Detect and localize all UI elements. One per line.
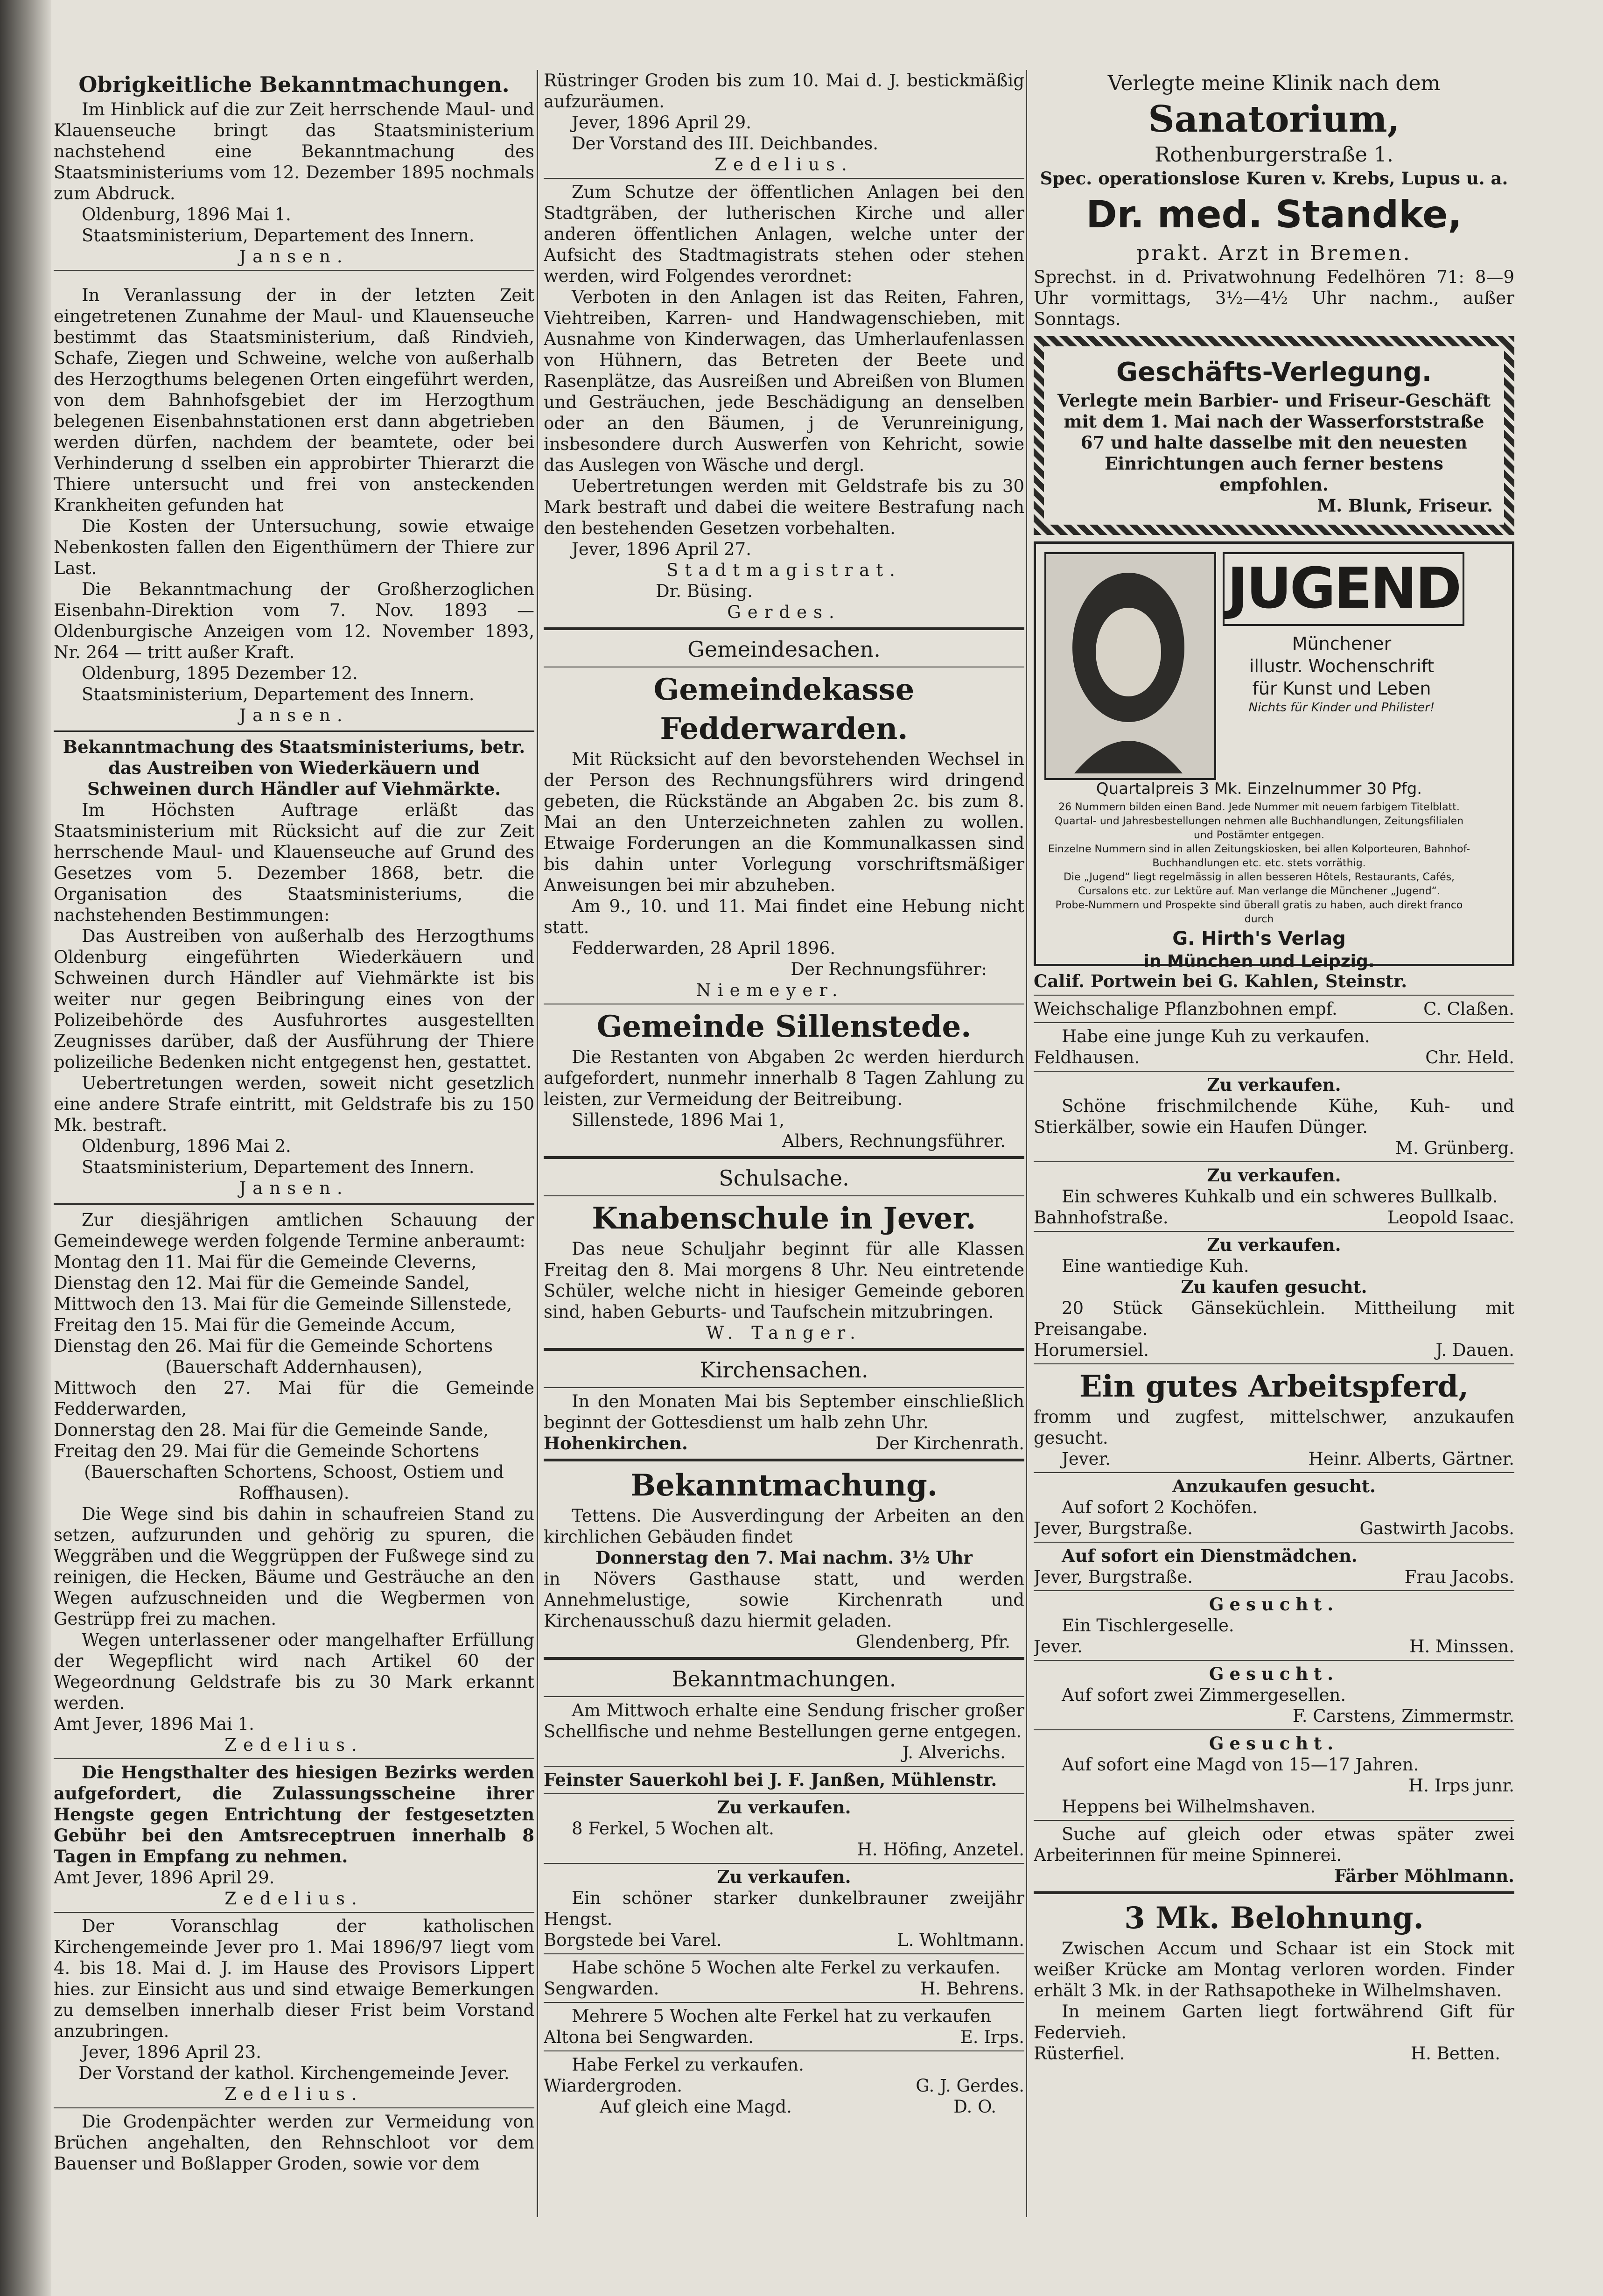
ad-heading: Zu verkaufen. [717,1797,851,1818]
notice-signature: Jansen. [239,246,349,267]
ad-footer [1034,1448,1514,1469]
notice-signature: Zedelius. [224,1735,364,1755]
ad-text: Habe schöne 5 Wochen alte Ferkel zu verkaufen. [572,1958,1001,1978]
info-line: Quartal- und Jahresbestellungen nehmen alle Buchhandlungen, Zeitungsfilialen und Postämter entgegen. [1054,815,1464,841]
notice-authority: Staatsministerium, Departement des Innern. [82,225,475,246]
ad-text: Auf sofort ein Dienstmädchen. [1062,1545,1358,1566]
notice-text: Tettens. Die Ausverdingung der Arbeiten an den kirchlichen Gebäuden findet [544,1506,1024,1547]
divider [54,2107,534,2108]
notice-text: Verboten in den Anlagen ist das Reiten, Fahren, Viehtreiben, Karren- und Handwagenschieben, mit Ausnahme von Kinderwagen, das Umherlaufenlassen von Hühnern, das Betreten der Beete und Rasenplätze, das Ausreißen und Abreißen von Blumen und Gesträuchen, jede Beschädigung an denselben oder an den Bäumen, j de Verunreinigung, insbesondere durch Auswerfen von Kehricht, sowie das Auslegen von Wäsche und dergl. [544,287,1024,475]
notice-date: Amt Jever, 1896 Mai 1. [54,1714,254,1734]
divider [544,1156,1024,1159]
ad-text: Habe eine junge Kuh zu verkaufen. [1062,1026,1370,1046]
ad-signature: C. Claßen. [1423,999,1514,1019]
column-2 [544,70,1024,2273]
ad-title: Sanatorium, [1148,98,1400,140]
info-line: Probe-Nummern und Prospekte sind überall gratis zu haben, auch direkt franco durch [1055,899,1463,925]
column-divider [537,70,538,2217]
notice-date: Jever, 1896 April 29. [572,112,751,133]
ad-heading: Gesucht. [1209,1733,1339,1754]
schedule-line: Mittwoch den 13. Mai für die Gemeinde Sillenstede, [54,1294,512,1314]
divider [1034,1660,1514,1661]
ad-text: Auf sofort eine Magd von 15—17 Jahren. [1062,1755,1419,1775]
ad-line [1034,998,1514,1019]
ad-signature: Färber Möhlmann. [1334,1866,1514,1886]
divider [544,1696,1024,1697]
notice-text: Rüstringer Groden bis zum 10. Mai d. J. bestickmäßig aufzuräumen. [544,70,1024,112]
notice-title: Gemeindekasse Fedderwarden. [653,672,915,746]
notice-date: Oldenburg, 1895 Dezember 12. [82,663,358,683]
ad-place: Rüsterfiel. [1034,2043,1125,2064]
ad-place: Wiardergroden. [544,2076,683,2096]
schedule-line: Donnerstag den 28. Mai für die Gemeinde Sande, [54,1420,489,1440]
notice-text: Die Bekanntmachung der Großherzoglichen Eisenbahn-Direktion vom 7. Nov. 1893 — Oldenburgische Anzeigen vom 12. November 1893, Nr. 264 — tritt außer Kraft. [54,579,534,662]
subtitle-line: für Kunst und Leben [1252,678,1431,699]
ad-text: Mehrere 5 Wochen alte Ferkel hat zu verkaufen [572,2006,992,2026]
notice-date: Fedderwarden, 28 April 1896. [572,938,836,958]
divider [1034,1891,1514,1894]
schedule-line: Freitag den 29. Mai für die Gemeinde Schortens [54,1441,479,1461]
divider [1034,1363,1514,1364]
divider [544,1863,1024,1864]
ad-signature: Leopold Isaac. [1387,1208,1514,1228]
ad-footer [544,2075,1024,2096]
ad-heading: Zu kaufen gesucht. [1181,1277,1367,1297]
ad-text: Auf sofort 2 Kochöfen. [1062,1497,1258,1517]
notice-date: Jever, 1896 April 23. [82,2042,261,2062]
divider [544,1793,1024,1794]
ad-title: Geschäfts-Verlegung. [1116,357,1432,387]
divider [54,270,534,271]
divider [1034,1231,1514,1232]
price-line: Quartalpreis 3 Mk. Einzelnummer 30 Pfg. [1096,779,1422,798]
notice-signature: Albers, Rechnungsführer. [782,1131,1006,1151]
ornamental-border-ad [1034,336,1514,535]
magazine-title: JUGEND [1223,552,1464,626]
notice-signature: Gerdes. [727,602,841,622]
column-3 [1034,70,1514,2273]
ad-signature: Frau Jacobs. [1404,1567,1514,1587]
notice-text: Im Höchsten Auftrage erläßt das Staatsministerium mit Rücksicht auf die zur Zeit herrschende Maul- und Klauenseuche auf Grund des Gesetzes vom 5. Dezember 1868, betr. die Organisation des Staatsministeriums, die nachstehenden Bestimmungen: [54,800,534,925]
notice-text: Die Kosten der Untersuchung, sowie etwaige Nebenkosten fallen den Eigenthümern der Thiere zur Last. [54,516,534,578]
schedule-line: Dienstag den 12. Mai für die Gemeinde Sandel, [54,1273,470,1293]
ad-text: 8 Ferkel, 5 Wochen alt. [572,1819,774,1839]
divider [544,1348,1024,1351]
notice-text: Die Restanten von Abgaben 2c werden hierdurch aufgefordert, nunmehr innerhalb 8 Tagen Zahlung zu leisten, zur Vermeidung der Beitreibung. [544,1047,1024,1109]
ad-text: Auf gleich eine Magd. [600,2097,792,2117]
divider [1034,1071,1514,1072]
notice-signature: Zedelius. [224,1889,364,1909]
notice-text: Uebertretungen werden mit Geldstrafe bis zu 30 Mark bestraft und dabei die weitere Bestrafung nach den bestehenden Gesetzen vorbehalten. [544,476,1024,538]
ad-signature: D. O. [953,2097,996,2117]
woman-portrait-icon [1046,554,1211,774]
ad-signature: J. Dauen. [1435,1340,1514,1360]
ad-footer [1034,1566,1514,1587]
ad-text: Habe Ferkel zu verkaufen. [572,2055,804,2075]
ad-signature: M. Blunk, Friseur. [1317,495,1493,516]
ad-text: Ein schöner starker dunkelbrauner zweijähr Hengst. [544,1888,1024,1929]
ad-subtitle: Spec. operationslose Kuren v. Krebs, Lupus u. a. [1040,168,1508,189]
ad-text: 20 Stück Gänseküchlein. Mittheilung mit Preisangabe. [1034,1298,1514,1339]
ad-place: Feldhausen. [1034,1047,1140,1067]
ad-intro: Verlegte meine Klinik nach dem [1107,71,1441,95]
divider [544,627,1024,630]
notice-text: Im Hinblick auf die zur Zeit herrschende Maul- und Klauenseuche bringt das Staatsministerium nachstehend eine Bekanntmachung des Staatsministeriums vom 12. Dezember 1895 nochmals zum Abdruck. [54,99,534,204]
notice-highlight: Donnerstag den 7. Mai nachm. 3½ Uhr [595,1547,973,1568]
divider [54,1758,534,1759]
ad-place: Sengwarden. [544,1979,659,1999]
divider [544,2050,1024,2051]
notice-authority: Staatsministerium, Departement des Innern. [82,684,475,704]
ad-footer [1034,2043,1514,2064]
notice-signature: Zedelius. [224,2084,364,2104]
section-heading: Bekanntmachungen. [672,1666,896,1692]
notice-authority: Stadtmagistrat. [666,560,902,580]
ad-signature: H. Minssen. [1409,1636,1514,1657]
portrait-illustration [1044,552,1216,780]
schedule-line: Mittwoch den 27. Mai für die Gemeinde Fedderwarden, [54,1378,534,1419]
ad-place: Borgstede bei Varel. [544,1930,722,1950]
notice-text: Der Voranschlag der katholischen Kirchengemeinde Jever pro 1. Mai 1896/97 liegt vom 4. bis 18. Mai d. J. im Hause des Provisors Lippert hies. zur Einsicht aus und sind etwaige Bemerkungen zu demselben innerhalb dieser Frist beim Vorstand anzubringen. [54,1916,534,2041]
ad-text: Weichschalige Pflanzbohnen empf. [1034,999,1337,1019]
schedule-line: (Bauerschaften Schortens, Schoost, Ostiem und Roffhausen). [84,1462,504,1503]
notice-text: Das neue Schuljahr beginnt für alle Klassen Freitag den 8. Mai morgens 8 Uhr. Neu eintretende Schüler, welche nicht in hiesiger Gemeinde geboren sind, haben Geburts- und Taufschein mitzubringen. [544,1239,1024,1322]
section-heading: Schulsache. [719,1166,849,1191]
notice-date: Sillenstede, 1896 Mai 1, [572,1110,785,1130]
ad-place: Jever. [1034,1636,1083,1657]
ad-text: Verlegte mein Barbier- und Friseur-Geschäft mit dem 1. Mai nach der Wasserforststraße 67 und halte dasselbe mit den neuesten Einrichtungen auch ferner bestens empfohlen. [1057,390,1491,495]
schedule-line: Freitag den 15. Mai für die Gemeinde Accum, [54,1315,456,1335]
ad-heading: Gesucht. [1209,1594,1339,1615]
ad-place: Jever. [1062,1449,1111,1469]
ad-signature: H. Betten. [1410,2043,1500,2064]
divider [544,1459,1024,1461]
ad-text: Zwischen Accum und Schaar ist ein Stock mit weißer Krücke am Montag verloren worden. Finder erhält 3 Mk. in der Rathsapotheke in Wilhelmshaven. [1034,1938,1514,2001]
ad-footer [1034,1047,1514,1068]
jugend-advertisement [1034,541,1514,971]
ad-signature: E. Irps. [960,2027,1024,2047]
divider [54,1203,534,1205]
info-line: Einzelne Nummern sind in allen Zeitungskiosken, bei allen Kolporteuren, Bahnhof-Buchhandlungen etc. etc. stets vorräthig. [1048,843,1470,869]
notice-signature: Glendenberg, Pfr. [856,1632,1010,1652]
ad-text: Calif. Portwein bei G. Kahlen, Steinstr. [1034,971,1407,991]
notice-authority: Staatsministerium, Departement des Innern. [82,1157,475,1177]
info-line: Die „Jugend“ liegt regelmässig in allen besseren Hôtels, Restaurants, Cafés, Cursalons etc. zur Lektüre auf. Man verlange die Münchener „Jugend“. [1063,871,1455,897]
divider [1034,1542,1514,1543]
notice-text: Zum Schutze der öffentlichen Anlagen bei den Stadtgräben, der lutherischen Kirche und aller anderen öffentlichen Anlagen, welche unter der Aufsicht des Stadtmagistrats stehen oder stehen werden, wird Folgendes verordnet: [544,182,1024,286]
ad-heading: Gesucht. [1209,1664,1339,1684]
ad-text: Sprechst. in d. Privatwohnung Fedelhören 71: 8—9 Uhr vormittags, 3½—4½ Uhr nachm., außer Sonntags. [1034,267,1514,329]
notice-text: Uebertretungen werden, soweit nicht gesetzlich eine andere Strafe eintritt, mit Geldstrafe bis zu 150 Mk. bestraft. [54,1073,534,1135]
publisher-city: in München und Leipzig. [1143,952,1375,971]
divider [1034,1590,1514,1591]
magazine-subtitle [1223,632,1461,716]
notice-place: Hohenkirchen. [544,1433,688,1453]
ad-signature: G. J. Gerdes. [916,2076,1024,2096]
ad-text: fromm und zugfest, mittelschwer, anzukaufen gesucht. [1034,1407,1514,1448]
ad-signature: L. Wohltmann. [897,1930,1024,1950]
divider [54,730,534,732]
ad-footer [544,2096,1024,2117]
ad-signature: Heinr. Alberts, Gärtner. [1308,1449,1514,1469]
jugend-body [1044,777,1474,972]
schedule-line: (Bauerschaft Addernhausen), [165,1357,423,1377]
divider [544,1387,1024,1388]
notice-date: Jever, 1896 April 27. [572,539,751,559]
notice-text: Die Grodenpächter werden zur Vermeidung von Brüchen angehalten, den Rehnschloot vor dem Bauenser und Boßlapper Groden, sowie vor dem [54,2112,534,2174]
publisher: G. Hirth's Verlag [1172,928,1346,949]
divider [1034,1729,1514,1730]
book-spine [0,0,51,2296]
notice-text: Das Austreiben von außerhalb des Herzogthums Oldenburg eingeführten Wiederkäuern und Schweinen durch Händler auf Viehmärkte ist bis weiter nur gegen Beibringung eines von der Polizeibehörde des Ausfuhrortes ausgestellten Zeugnisses darüber, daß der Ausführung der Thiere polizeiliche Bedenken nicht entgegenst hen, gestattet. [54,926,534,1072]
notice-title: Knabenschule in Jever. [592,1201,976,1236]
ad-heading: Anzukaufen gesucht. [1172,1476,1376,1496]
ad-heading: Zu verkaufen. [717,1867,851,1887]
notice-name: Dr. Büsing. [656,581,753,601]
schedule-line: Dienstag den 26. Mai für die Gemeinde Schortens [54,1336,493,1356]
notice-text: In Veranlassung der in der letzten Zeit eingetretenen Zunahme der Maul- und Klauenseuche bestimmt das Staatsministerium, daß Rindvieh, Schafe, Ziegen und Schweine, welche von außerhalb des Herzogthums belegenen Orten eingeführt werden, von dem Bahnhofsgebiet der im Herzogthum belegenen Eisenbahnstationen erst dann abgetrieben werden dürfen, nachdem der beamtete, oder bei Verhinderung d sselben ein approbirter Thierarzt die Thiere untersucht und frei von ansteckenden Krankheiten gefunden hat [54,285,534,515]
ad-footer [1034,1518,1514,1539]
divider [544,1195,1024,1196]
ad-footer [544,2027,1024,2048]
notice-date: Oldenburg, 1896 Mai 2. [82,1136,291,1156]
notice-signature: W. Tanger. [706,1323,862,1343]
notice-footer [544,1433,1024,1454]
subtitle-line: Nichts für Kinder und Philister! [1248,701,1435,715]
ad-signature: H. Behrens. [920,1979,1024,1999]
notice-title: Bekanntmachung. [630,1468,938,1503]
ad-heading: Zu verkaufen. [1207,1235,1341,1255]
ad-footer [544,1930,1024,1951]
column-divider [1026,70,1027,2217]
notice-signature: Jansen. [239,705,349,725]
ad-signature: F. Carstens, Zimmermstr. [1292,1706,1514,1726]
ad-footer [1034,1636,1514,1657]
notice-text: Zur diesjährigen amtlichen Schauung der Gemeindewege werden folgende Termine anberaumt: [54,1210,534,1251]
ad-text: Schöne frischmilchende Kühe, Kuh- und Stierkälber, sowie ein Haufen Dünger. [1034,1096,1514,1137]
ad-address: Rothenburgerstraße 1. [1155,143,1393,167]
divider [544,1953,1024,1954]
notice-signature: Jansen. [239,1178,349,1198]
schedule-line: Montag den 11. Mai für die Gemeinde Cleverns, [54,1252,477,1272]
notice-text: Die Wege sind bis dahin in schaufreien Stand zu setzen, aufzurunden und gehörig zu spuren, die Weggräben und die Weggrüppen der Fußwege sind zu reinigen, die Hecken, Bäume und Gesträuche an den Wegen aufzuschneiden und die Wegbermen von Gestrüpp frei zu machen. [54,1504,534,1629]
ad-text: Auf sofort zwei Zimmergesellen. [1062,1685,1346,1705]
ad-place: Altona bei Sengwarden. [544,2027,754,2047]
notice-title: Gemeinde Sillenstede. [596,1009,972,1044]
ad-place: Bahnhofstraße. [1034,1208,1169,1228]
subtitle-line: Münchener [1292,633,1392,654]
info-line: 26 Nummern bilden einen Band. Jede Nummer mit neuem farbigem Titelblatt. [1058,801,1460,813]
notice-text: Mit Rücksicht auf den bevorstehenden Wechsel in der Person des Rechnungsführers wird dringend gebeten, die Rückstände an Abgaben 2c. bis zum 8. Mai an den Unterzeichneten zahlen zu wollen. Etwaige Forderungen an die Kommunalkassen sind bis dahin unter Vorlegung vorschriftsmäßiger Anweisungen bei mir abzuheben. [544,749,1024,895]
notice-text: Am Mittwoch erhalte eine Sendung frischer großer Schellfische und nehme Bestellungen gerne entgegen. [544,1700,1024,1741]
notice-title: Obrigkeitliche Bekanntmachungen. [78,72,510,97]
ad-text: Ein Tischlergeselle. [1062,1615,1234,1636]
notice-signature: Der Kirchenrath. [875,1433,1024,1453]
section-heading: Gemeindesachen. [687,637,881,662]
divider [544,1766,1024,1767]
ad-place: Jever, Burgstraße. [1034,1567,1193,1587]
divider [1034,1161,1514,1162]
ad-signature: Chr. Held. [1425,1047,1514,1067]
ad-place: Horumersiel. [1034,1340,1149,1360]
ad-text: In meinem Garten liegt fortwährend Gift für Federvieh. [1034,2001,1514,2043]
notice-date: Amt Jever, 1896 April 29. [54,1868,275,1888]
ad-text: Suche auf gleich oder etwas später zwei Arbeiterinnen für meine Spinnerei. [1034,1824,1514,1865]
divider [544,2002,1024,2003]
notice-role: Der Rechnungsführer: [791,959,987,979]
notice-title: Bekanntmachung des Staatsministeriums, betr. das Austreiben von Wiederkäuern und Schweinen durch Händler auf Viehmärkte. [63,737,525,799]
divider [1034,1820,1514,1821]
divider [544,178,1024,179]
column-1 [54,70,534,2273]
notice-text: in Növers Gasthause statt, und werden Annehmelustige, sowie Kirchenrath und Kirchenausschuß dazu hiermit geladen. [544,1569,1024,1631]
ad-signature: Gastwirth Jacobs. [1359,1518,1514,1538]
ad-footer [1034,1340,1514,1361]
ad-title: Ein gutes Arbeitspferd, [1079,1369,1469,1404]
ad-footer [1034,1207,1514,1228]
notice-signature: J. Alverichs. [902,1742,1006,1762]
notice-signature: Niemeyer. [696,980,844,1000]
ad-footer [544,1978,1024,1999]
notice-signature: Zedelius. [714,154,854,175]
divider [1034,995,1514,996]
doctor-name: Dr. med. Standke, [1086,193,1462,236]
ad-place: Heppens bei Wilhelmshaven. [1062,1797,1316,1817]
ad-signature: H. Irps junr. [1408,1776,1514,1796]
notice-date: Oldenburg, 1896 Mai 1. [82,204,291,225]
divider [1034,1022,1514,1023]
ad-heading: Zu verkaufen. [1207,1165,1341,1186]
notice-authority: Der Vorstand der kathol. Kirchengemeinde Jever. [78,2063,510,2083]
notice-text: In den Monaten Mai bis September einschließlich beginnt der Gottesdienst um halb zehn Uhr. [544,1391,1024,1432]
notice-text: Am 9., 10. und 11. Mai findet eine Hebung nicht statt. [544,896,1024,937]
divider [1034,1472,1514,1473]
notice-text: Die Hengsthalter des hiesigen Bezirks werden aufgefordert, die Zulassungsscheine ihrer Hengste gegen Entrichtung der festgesetzten Gebühr bei den Amtsreceptruen innerhalb 8 Tagen in Empfang zu nehmen. [54,1762,534,1867]
subtitle-line: illustr. Wochenschrift [1249,656,1435,676]
ad-place: Jever, Burgstraße. [1034,1518,1193,1538]
ad-subtitle: prakt. Arzt in Bremen. [1136,241,1412,265]
notice-text: Wegen unterlassener oder mangelhafter Erfüllung der Wegepflicht wird nach Artikel 60 der Wegeordnung Geldstrafe bis zu 30 Mark erkannt werden. [54,1630,534,1713]
ad-text: Eine wantiedige Kuh. [1062,1256,1249,1276]
notice-authority: Der Vorstand des III. Deichbandes. [572,133,879,154]
ad-text: Feinster Sauerkohl bei J. F. Janßen, Mühlenstr. [544,1769,997,1790]
ad-title: 3 Mk. Belohnung. [1124,1901,1424,1936]
ad-heading: Zu verkaufen. [1207,1074,1341,1095]
ad-text: Ein schweres Kuhkalb und ein schweres Bullkalb. [1062,1187,1498,1207]
divider [544,1657,1024,1660]
ad-signature: H. Höfing, Anzetel. [857,1840,1024,1860]
divider [54,1912,534,1913]
section-heading: Kirchensachen. [700,1357,868,1383]
ad-signature: M. Grünberg. [1395,1138,1514,1158]
